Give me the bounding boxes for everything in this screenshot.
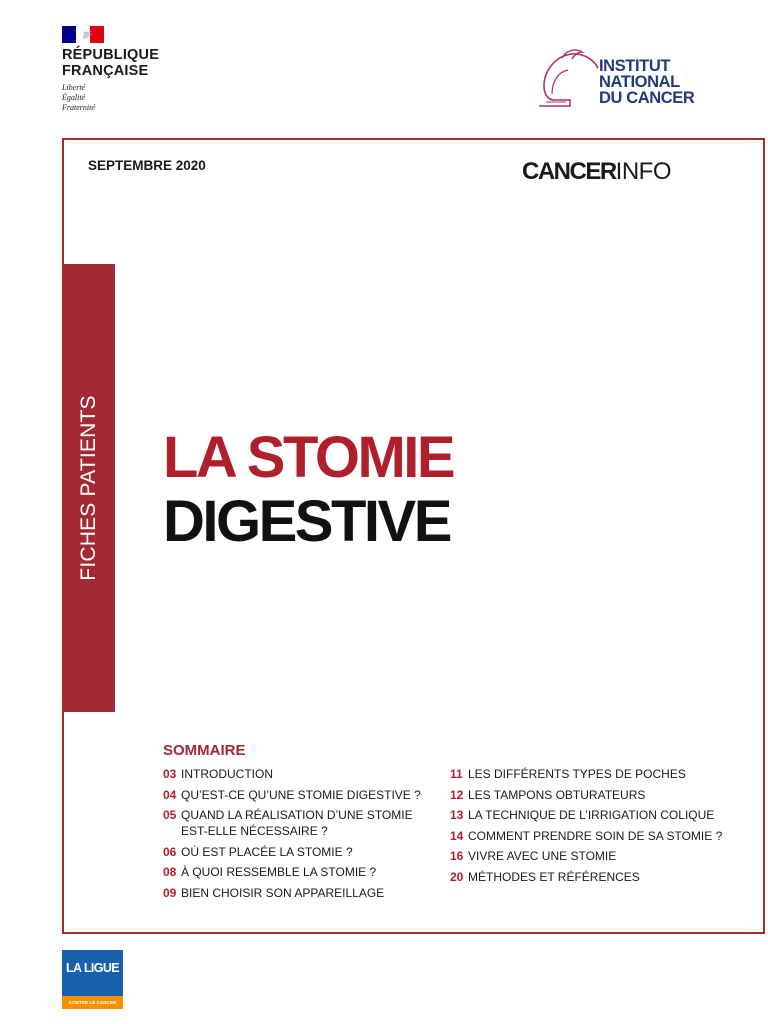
toc-page-number: 20 — [450, 869, 464, 884]
sommaire-title: SOMMAIRE — [163, 742, 246, 759]
republique-name-line1: RÉPUBLIQUE — [62, 47, 160, 63]
la-ligue-name: LA LIGUE — [65, 961, 120, 975]
toc-entry-text: LA TECHNIQUE DE L’IRRIGATION COLIQUE — [468, 808, 715, 822]
title-line2: DIGESTIVE — [163, 489, 450, 554]
side-band-label: FICHES PATIENTS — [76, 395, 100, 581]
la-ligue-logo — [62, 950, 123, 1009]
republique-name — [62, 47, 159, 79]
inca-line2: NATIONAL — [599, 73, 680, 91]
inca-logo — [532, 42, 712, 112]
publication-date: SEPTEMBRE 2020 — [88, 158, 206, 173]
toc-page-number: 11 — [450, 767, 463, 781]
toc-entry-text: LES DIFFÉRENTS TYPES DE POCHES — [468, 767, 686, 781]
inca-line1: INSTITUT — [599, 57, 671, 75]
toc-page-number: 12 — [450, 787, 464, 802]
motto-fraternite: Fraternité — [62, 103, 95, 112]
motto-egalite: Égalité — [62, 93, 86, 102]
toc-page-number: 03 — [163, 767, 177, 781]
cancer-info-bold: CANCER — [522, 158, 616, 185]
toc-item[interactable] — [450, 869, 740, 885]
toc-entry-text: OÙ EST PLACÉE LA STOMIE ? — [181, 844, 353, 859]
toc-entry-text: INTRODUCTION — [181, 767, 273, 781]
inca-line3: DU CANCER — [599, 89, 695, 107]
republique-name-line2: FRANÇAISE — [62, 63, 149, 79]
toc-right-column — [450, 766, 740, 889]
toc-page-number: 16 — [450, 849, 464, 863]
toc-page-number: 14 — [450, 828, 464, 843]
toc-item[interactable] — [450, 807, 740, 823]
toc-entry-text: VIVRE AVEC UNE STOMIE — [468, 849, 617, 863]
cancer-info-brand — [522, 158, 671, 186]
toc-entry-text: BIEN CHOISIR SON APPAREILLAGE — [181, 885, 385, 900]
marianne-flag-icon — [62, 26, 104, 43]
toc-entry-text: LES TAMPONS OBTURATEURS — [468, 787, 646, 802]
toc-item[interactable] — [163, 807, 433, 839]
title-line1: LA STOMIE — [163, 425, 454, 490]
toc-item[interactable] — [450, 766, 740, 782]
toc-entry-text: MÉTHODES ET RÉFÉRENCES — [468, 869, 640, 884]
toc-page-number: 04 — [163, 787, 177, 802]
toc-page-number: 05 — [163, 808, 177, 822]
toc-item[interactable] — [450, 848, 740, 864]
toc-page-number: 08 — [163, 865, 177, 879]
toc-item[interactable] — [163, 844, 433, 860]
cancer-info-light: INFO — [615, 158, 671, 185]
toc-left-column — [163, 766, 433, 905]
toc-page-number: 06 — [163, 844, 177, 859]
toc-entry-text: QUAND LA RÉALISATION D’UNE STOMIE EST-ELLE NÉCESSAIRE ? — [181, 808, 413, 838]
inca-emblem-icon — [532, 42, 607, 112]
toc-page-number: 09 — [163, 885, 177, 900]
republique-motto — [62, 83, 95, 113]
toc-item[interactable] — [163, 787, 433, 803]
toc-entry-text: COMMENT PRENDRE SOIN DE SA STOMIE ? — [468, 828, 723, 843]
motto-liberte: Liberté — [62, 83, 86, 92]
toc-item[interactable] — [450, 787, 740, 803]
toc-entry-text: QU’EST-CE QU’UNE STOMIE DIGESTIVE ? — [181, 787, 421, 802]
toc-item[interactable] — [163, 766, 433, 782]
toc-entry-text: À QUOI RESSEMBLE LA STOMIE ? — [181, 865, 377, 879]
toc-item[interactable] — [163, 864, 433, 880]
toc-item[interactable] — [163, 885, 433, 901]
la-ligue-tagline: CONTRE LE CANCER — [62, 996, 123, 1009]
side-band — [62, 264, 115, 712]
toc-item[interactable] — [450, 828, 740, 844]
inca-name — [599, 58, 694, 106]
toc-page-number: 13 — [450, 808, 464, 822]
